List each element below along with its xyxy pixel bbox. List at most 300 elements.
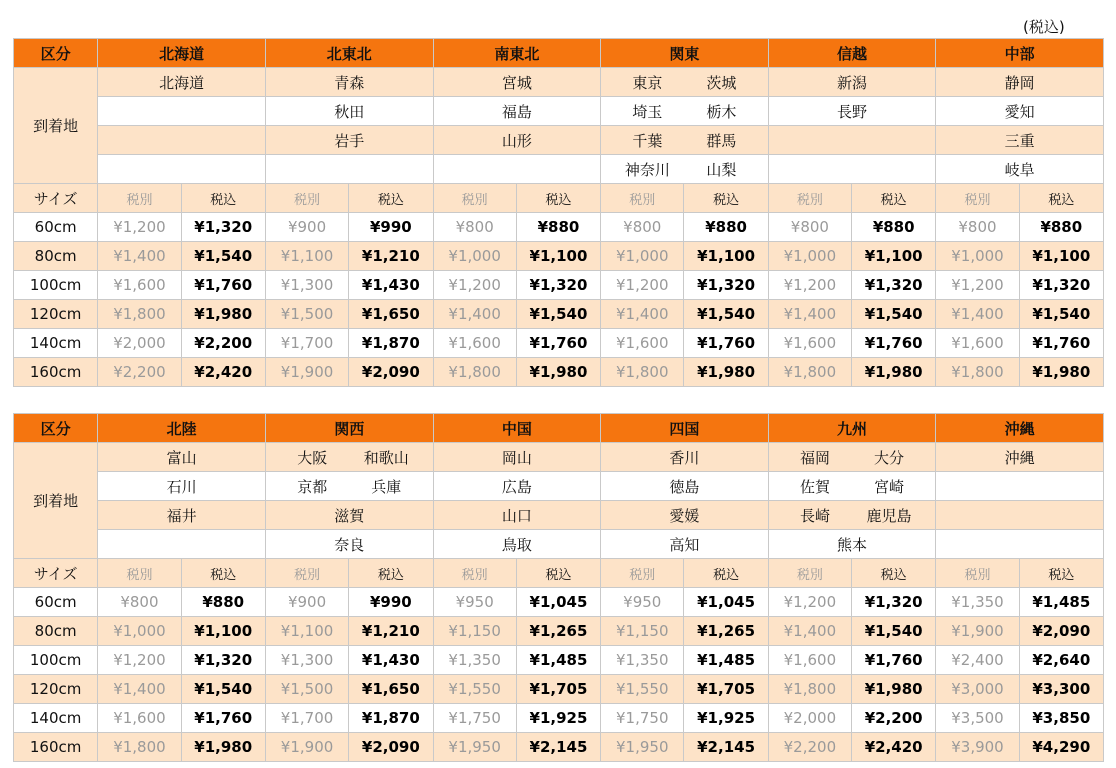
inc-tax-header: 税込	[1019, 184, 1103, 213]
prefecture-name: 長崎	[800, 506, 831, 525]
tax-included-note: (税込)	[1023, 18, 1065, 36]
price-ex-tax: ¥1,700	[265, 329, 348, 358]
destination-cell	[98, 126, 266, 155]
destination-label: 到着地	[14, 68, 98, 184]
price-row	[14, 733, 1104, 762]
destination-cell	[768, 68, 936, 97]
destination-cell	[936, 443, 1104, 472]
inc-tax-header: 税込	[684, 184, 768, 213]
prefecture-name: 愛媛	[669, 506, 700, 525]
destination-cell	[98, 443, 266, 472]
price-ex-tax: ¥1,600	[601, 329, 684, 358]
prefecture-name: 富山	[166, 448, 197, 467]
destination-cell	[98, 155, 266, 184]
size-cell: 140cm	[14, 704, 98, 733]
prefecture-name: 広島	[501, 477, 532, 496]
size-header-row	[14, 559, 1104, 588]
ex-tax-header: 税別	[433, 184, 516, 213]
price-ex-tax: ¥1,900	[265, 733, 348, 762]
price-ex-tax: ¥1,950	[601, 733, 684, 762]
prefecture-name: 徳島	[669, 477, 700, 496]
region-header: 沖縄	[936, 414, 1104, 443]
price-inc-tax: ¥1,320	[181, 646, 265, 675]
price-inc-tax: ¥1,980	[1019, 358, 1103, 387]
price-ex-tax: ¥1,350	[936, 588, 1019, 617]
price-inc-tax: ¥2,090	[349, 358, 433, 387]
prefecture-name: 岡山	[501, 448, 532, 467]
price-ex-tax: ¥1,600	[768, 329, 851, 358]
price-ex-tax: ¥1,600	[98, 271, 181, 300]
price-inc-tax: ¥1,650	[349, 675, 433, 704]
prefecture-pair	[266, 447, 433, 468]
price-ex-tax: ¥1,900	[265, 358, 348, 387]
destination-cell	[601, 68, 769, 97]
prefecture-name: 宮崎	[874, 477, 905, 496]
price-inc-tax: ¥2,145	[684, 733, 768, 762]
price-ex-tax: ¥1,100	[265, 242, 348, 271]
ex-tax-header: 税別	[601, 184, 684, 213]
destination-row	[14, 501, 1104, 530]
ex-tax-header: 税別	[265, 559, 348, 588]
size-cell: 160cm	[14, 358, 98, 387]
price-inc-tax: ¥3,850	[1019, 704, 1103, 733]
price-inc-tax: ¥1,320	[1019, 271, 1103, 300]
destination-cell	[936, 97, 1104, 126]
price-ex-tax: ¥1,000	[98, 617, 181, 646]
price-inc-tax: ¥1,870	[349, 704, 433, 733]
price-inc-tax: ¥1,210	[349, 617, 433, 646]
price-inc-tax: ¥1,045	[516, 588, 600, 617]
inc-tax-header: 税込	[852, 559, 936, 588]
price-ex-tax: ¥950	[433, 588, 516, 617]
price-inc-tax: ¥2,090	[1019, 617, 1103, 646]
prefecture-name: 愛知	[1004, 102, 1035, 121]
price-ex-tax: ¥1,750	[433, 704, 516, 733]
price-ex-tax: ¥950	[601, 588, 684, 617]
destination-cell	[265, 472, 433, 501]
price-ex-tax: ¥1,400	[768, 300, 851, 329]
price-inc-tax: ¥1,650	[349, 300, 433, 329]
prefecture-name: 滋賀	[334, 506, 365, 525]
price-inc-tax: ¥1,485	[1019, 588, 1103, 617]
prefecture-name: 佐賀	[800, 477, 831, 496]
destination-cell	[601, 443, 769, 472]
prefecture-name: 山梨	[706, 160, 737, 179]
price-inc-tax: ¥1,760	[852, 646, 936, 675]
destination-cell	[265, 443, 433, 472]
destination-cell	[768, 443, 936, 472]
destination-row	[14, 530, 1104, 559]
prefecture-name: 福岡	[800, 448, 831, 467]
price-ex-tax: ¥1,600	[768, 646, 851, 675]
price-inc-tax: ¥990	[349, 588, 433, 617]
prefecture-name: 千葉	[632, 131, 663, 150]
prefecture-pair	[601, 130, 768, 151]
inc-tax-header: 税込	[1019, 559, 1103, 588]
destination-cell	[433, 472, 601, 501]
price-inc-tax: ¥1,925	[684, 704, 768, 733]
destination-cell	[936, 68, 1104, 97]
prefecture-name: 大阪	[297, 448, 328, 467]
price-ex-tax: ¥1,400	[433, 300, 516, 329]
price-inc-tax: ¥1,320	[684, 271, 768, 300]
destination-cell	[601, 97, 769, 126]
ex-tax-header: 税別	[265, 184, 348, 213]
destination-cell	[936, 501, 1104, 530]
price-ex-tax: ¥2,200	[768, 733, 851, 762]
price-ex-tax: ¥2,200	[98, 358, 181, 387]
price-inc-tax: ¥1,320	[852, 271, 936, 300]
price-ex-tax: ¥1,000	[768, 242, 851, 271]
shipping-rate-table-west	[13, 413, 1104, 762]
price-ex-tax: ¥1,550	[601, 675, 684, 704]
price-inc-tax: ¥1,980	[181, 300, 265, 329]
region-header: 関西	[265, 414, 433, 443]
destination-cell	[265, 530, 433, 559]
price-ex-tax: ¥1,150	[433, 617, 516, 646]
price-ex-tax: ¥3,000	[936, 675, 1019, 704]
destination-cell	[98, 68, 266, 97]
destination-row	[14, 126, 1104, 155]
destination-cell	[601, 126, 769, 155]
prefecture-name: 福島	[501, 102, 532, 121]
region-header: 南東北	[433, 39, 601, 68]
price-ex-tax: ¥1,400	[98, 242, 181, 271]
destination-cell	[265, 126, 433, 155]
price-inc-tax: ¥1,485	[516, 646, 600, 675]
price-ex-tax: ¥2,400	[936, 646, 1019, 675]
price-inc-tax: ¥1,540	[181, 675, 265, 704]
prefecture-name: 鹿児島	[866, 506, 912, 525]
price-inc-tax: ¥1,540	[516, 300, 600, 329]
price-ex-tax: ¥1,400	[936, 300, 1019, 329]
prefecture-name: 奈良	[334, 535, 365, 554]
ex-tax-header: 税別	[433, 559, 516, 588]
price-inc-tax: ¥1,980	[516, 358, 600, 387]
destination-label: 到着地	[14, 443, 98, 559]
price-ex-tax: ¥2,000	[768, 704, 851, 733]
region-header: 北東北	[265, 39, 433, 68]
price-ex-tax: ¥1,800	[98, 300, 181, 329]
price-inc-tax: ¥2,145	[516, 733, 600, 762]
price-ex-tax: ¥1,350	[433, 646, 516, 675]
price-ex-tax: ¥1,600	[98, 704, 181, 733]
destination-cell	[98, 530, 266, 559]
price-inc-tax: ¥1,540	[181, 242, 265, 271]
price-ex-tax: ¥1,500	[265, 300, 348, 329]
region-header: 関東	[601, 39, 769, 68]
size-cell: 100cm	[14, 271, 98, 300]
shipping-rate-table-east	[13, 38, 1104, 387]
price-row	[14, 271, 1104, 300]
prefecture-name: 沖縄	[1004, 448, 1035, 467]
price-ex-tax: ¥1,150	[601, 617, 684, 646]
destination-row	[14, 155, 1104, 184]
price-inc-tax: ¥1,760	[684, 329, 768, 358]
price-ex-tax: ¥800	[98, 588, 181, 617]
price-ex-tax: ¥1,400	[768, 617, 851, 646]
price-row	[14, 300, 1104, 329]
price-inc-tax: ¥880	[684, 213, 768, 242]
price-row	[14, 213, 1104, 242]
prefecture-name: 香川	[669, 448, 700, 467]
destination-cell	[433, 443, 601, 472]
destination-cell	[768, 126, 936, 155]
price-ex-tax: ¥1,200	[98, 646, 181, 675]
price-ex-tax: ¥1,400	[98, 675, 181, 704]
prefecture-name: 山口	[501, 506, 532, 525]
price-ex-tax: ¥1,800	[98, 733, 181, 762]
price-inc-tax: ¥880	[1019, 213, 1103, 242]
prefecture-name: 北海道	[159, 73, 205, 92]
price-ex-tax: ¥1,200	[433, 271, 516, 300]
price-inc-tax: ¥1,540	[684, 300, 768, 329]
destination-cell	[601, 472, 769, 501]
destination-cell	[98, 501, 266, 530]
price-inc-tax: ¥1,320	[516, 271, 600, 300]
region-header-row	[14, 39, 1104, 68]
inc-tax-header: 税込	[181, 184, 265, 213]
price-ex-tax: ¥1,500	[265, 675, 348, 704]
price-row	[14, 675, 1104, 704]
price-row	[14, 329, 1104, 358]
destination-cell	[936, 126, 1104, 155]
price-ex-tax: ¥1,400	[601, 300, 684, 329]
destination-cell	[98, 472, 266, 501]
price-inc-tax: ¥1,760	[516, 329, 600, 358]
price-ex-tax: ¥1,800	[768, 358, 851, 387]
prefecture-name: 茨城	[706, 73, 737, 92]
price-inc-tax: ¥2,640	[1019, 646, 1103, 675]
price-ex-tax: ¥1,300	[265, 271, 348, 300]
prefecture-name: 福井	[166, 506, 197, 525]
region-header: 中国	[433, 414, 601, 443]
prefecture-pair	[601, 101, 768, 122]
prefecture-name: 群馬	[706, 131, 737, 150]
size-cell: 140cm	[14, 329, 98, 358]
price-inc-tax: ¥1,100	[1019, 242, 1103, 271]
price-ex-tax: ¥1,750	[601, 704, 684, 733]
destination-cell	[265, 68, 433, 97]
price-ex-tax: ¥1,800	[601, 358, 684, 387]
price-ex-tax: ¥800	[433, 213, 516, 242]
prefecture-name: 静岡	[1004, 73, 1035, 92]
prefecture-name: 青森	[334, 73, 365, 92]
size-cell: 80cm	[14, 617, 98, 646]
price-ex-tax: ¥3,500	[936, 704, 1019, 733]
price-inc-tax: ¥1,870	[349, 329, 433, 358]
price-ex-tax: ¥1,600	[936, 329, 1019, 358]
destination-cell	[601, 530, 769, 559]
prefecture-name: 埼玉	[632, 102, 663, 121]
price-ex-tax: ¥1,000	[433, 242, 516, 271]
price-inc-tax: ¥4,290	[1019, 733, 1103, 762]
price-inc-tax: ¥880	[181, 588, 265, 617]
prefecture-name: 熊本	[837, 535, 868, 554]
price-inc-tax: ¥1,540	[1019, 300, 1103, 329]
price-ex-tax: ¥1,300	[265, 646, 348, 675]
destination-cell	[265, 97, 433, 126]
price-ex-tax: ¥1,200	[768, 271, 851, 300]
price-inc-tax: ¥1,760	[1019, 329, 1103, 358]
ex-tax-header: 税別	[768, 559, 851, 588]
prefecture-name: 新潟	[837, 73, 868, 92]
price-inc-tax: ¥1,980	[181, 733, 265, 762]
region-header-row	[14, 414, 1104, 443]
prefecture-name: 三重	[1004, 131, 1035, 150]
price-inc-tax: ¥1,430	[349, 646, 433, 675]
price-inc-tax: ¥1,980	[684, 358, 768, 387]
size-label: サイズ	[14, 184, 98, 213]
price-inc-tax: ¥2,420	[181, 358, 265, 387]
price-ex-tax: ¥1,000	[601, 242, 684, 271]
prefecture-pair	[601, 159, 768, 180]
price-row	[14, 704, 1104, 733]
region-header: 中部	[936, 39, 1104, 68]
price-inc-tax: ¥1,265	[684, 617, 768, 646]
price-inc-tax: ¥1,760	[181, 704, 265, 733]
price-ex-tax: ¥1,800	[936, 358, 1019, 387]
price-row	[14, 617, 1104, 646]
prefecture-name: 岐阜	[1004, 160, 1035, 179]
price-inc-tax: ¥1,760	[181, 271, 265, 300]
price-ex-tax: ¥800	[936, 213, 1019, 242]
price-inc-tax: ¥1,760	[852, 329, 936, 358]
destination-cell	[433, 530, 601, 559]
destination-cell	[433, 126, 601, 155]
prefecture-name: 山形	[501, 131, 532, 150]
prefecture-name: 鳥取	[501, 535, 532, 554]
price-ex-tax: ¥1,200	[601, 271, 684, 300]
size-cell: 160cm	[14, 733, 98, 762]
region-header: 北海道	[98, 39, 266, 68]
ex-tax-header: 税別	[601, 559, 684, 588]
size-cell: 100cm	[14, 646, 98, 675]
ex-tax-header: 税別	[936, 559, 1019, 588]
destination-cell	[433, 68, 601, 97]
destination-row	[14, 443, 1104, 472]
category-label: 区分	[14, 414, 98, 443]
price-ex-tax: ¥1,800	[433, 358, 516, 387]
destination-cell	[601, 155, 769, 184]
size-header-row	[14, 184, 1104, 213]
destination-cell	[768, 472, 936, 501]
prefecture-name: 宮城	[501, 73, 532, 92]
price-ex-tax: ¥1,000	[936, 242, 1019, 271]
price-inc-tax: ¥1,100	[516, 242, 600, 271]
destination-cell	[936, 155, 1104, 184]
ex-tax-header: 税別	[98, 559, 181, 588]
destination-cell	[936, 530, 1104, 559]
size-cell: 120cm	[14, 300, 98, 329]
destination-row	[14, 97, 1104, 126]
destination-cell	[265, 501, 433, 530]
prefecture-name: 東京	[632, 73, 663, 92]
price-inc-tax: ¥1,210	[349, 242, 433, 271]
price-inc-tax: ¥1,430	[349, 271, 433, 300]
price-ex-tax: ¥1,600	[433, 329, 516, 358]
destination-cell	[768, 530, 936, 559]
size-cell: 60cm	[14, 588, 98, 617]
price-inc-tax: ¥1,265	[516, 617, 600, 646]
price-ex-tax: ¥1,800	[768, 675, 851, 704]
price-ex-tax: ¥900	[265, 213, 348, 242]
destination-cell	[265, 155, 433, 184]
region-header: 九州	[768, 414, 936, 443]
price-inc-tax: ¥1,045	[684, 588, 768, 617]
prefecture-name: 和歌山	[363, 448, 409, 467]
prefecture-name: 栃木	[706, 102, 737, 121]
price-inc-tax: ¥1,980	[852, 358, 936, 387]
destination-cell	[768, 155, 936, 184]
price-inc-tax: ¥1,980	[852, 675, 936, 704]
price-row	[14, 358, 1104, 387]
prefecture-name: 岩手	[334, 131, 365, 150]
price-ex-tax: ¥800	[601, 213, 684, 242]
destination-cell	[433, 501, 601, 530]
price-inc-tax: ¥2,200	[181, 329, 265, 358]
destination-cell	[768, 97, 936, 126]
region-header: 信越	[768, 39, 936, 68]
price-ex-tax: ¥2,000	[98, 329, 181, 358]
destination-cell	[433, 97, 601, 126]
price-ex-tax: ¥1,950	[433, 733, 516, 762]
price-inc-tax: ¥2,090	[349, 733, 433, 762]
prefecture-name: 大分	[874, 448, 905, 467]
inc-tax-header: 税込	[516, 559, 600, 588]
price-ex-tax: ¥1,200	[98, 213, 181, 242]
inc-tax-header: 税込	[684, 559, 768, 588]
prefecture-pair	[769, 505, 936, 526]
price-ex-tax: ¥1,200	[768, 588, 851, 617]
inc-tax-header: 税込	[349, 184, 433, 213]
price-inc-tax: ¥1,320	[852, 588, 936, 617]
price-ex-tax: ¥1,200	[936, 271, 1019, 300]
price-inc-tax: ¥1,540	[852, 300, 936, 329]
destination-cell	[98, 97, 266, 126]
price-inc-tax: ¥880	[516, 213, 600, 242]
region-header: 北陸	[98, 414, 266, 443]
inc-tax-header: 税込	[516, 184, 600, 213]
inc-tax-header: 税込	[181, 559, 265, 588]
region-header: 四国	[601, 414, 769, 443]
destination-cell	[768, 501, 936, 530]
price-inc-tax: ¥1,320	[181, 213, 265, 242]
inc-tax-header: 税込	[349, 559, 433, 588]
destination-cell	[433, 155, 601, 184]
prefecture-name: 高知	[669, 535, 700, 554]
ex-tax-header: 税別	[98, 184, 181, 213]
price-inc-tax: ¥880	[852, 213, 936, 242]
price-inc-tax: ¥1,540	[852, 617, 936, 646]
price-inc-tax: ¥1,100	[684, 242, 768, 271]
price-inc-tax: ¥1,705	[516, 675, 600, 704]
destination-cell	[601, 501, 769, 530]
size-label: サイズ	[14, 559, 98, 588]
price-inc-tax: ¥1,705	[684, 675, 768, 704]
prefecture-pair	[769, 476, 936, 497]
prefecture-name: 兵庫	[371, 477, 402, 496]
size-cell: 60cm	[14, 213, 98, 242]
prefecture-name: 長野	[837, 102, 868, 121]
price-row	[14, 242, 1104, 271]
price-ex-tax: ¥3,900	[936, 733, 1019, 762]
price-inc-tax: ¥3,300	[1019, 675, 1103, 704]
prefecture-name: 秋田	[334, 102, 365, 121]
price-inc-tax: ¥2,200	[852, 704, 936, 733]
price-inc-tax: ¥1,485	[684, 646, 768, 675]
prefecture-name: 神奈川	[624, 160, 670, 179]
